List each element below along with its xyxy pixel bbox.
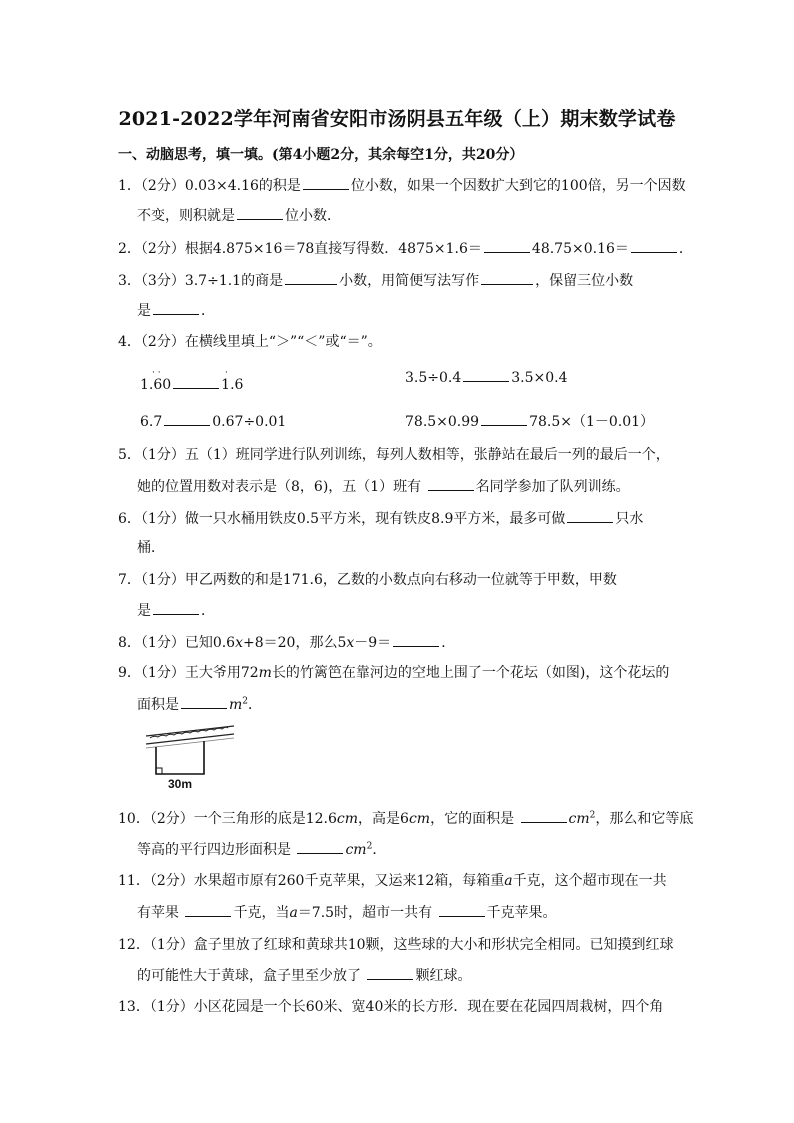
question-5-number: 5． xyxy=(118,447,141,463)
answer-blank[interactable] xyxy=(185,903,231,917)
question-4-number: 4． xyxy=(118,334,141,350)
question-5-line-1: 5．（1分）五（1）班同学进行队列训练，每列人数相等，张静站在最后一列的最后一个， xyxy=(118,447,670,463)
answer-blank[interactable] xyxy=(237,206,283,220)
question-10-line-1: 10．（2分）一个三角形的底是12.6cm，高是6cm，它的面积是 $cm^2$，那么和它等底 xyxy=(118,810,694,827)
question-2: 2．（2分）根据4.875×16＝78直接写得数．4875×1.6＝ 48.75×0.16＝ ． xyxy=(118,241,693,257)
answer-blank[interactable] xyxy=(303,176,349,190)
question-8: 8．（1分）已知0.6x+8＝20，那么5x－9＝ ． xyxy=(118,635,456,651)
answer-blank[interactable] xyxy=(164,412,210,426)
question-3-number: 3． xyxy=(118,273,141,289)
flower-bed-figure xyxy=(142,722,238,790)
question-11-line-1: 11．（2分）水果超市原有260千克苹果，又运来12箱，每箱重a千克，这个超市现在一共 xyxy=(118,873,667,889)
question-7-line-1: 7．（1分）甲乙两数的和是171.6，乙数的小数点向右移动一位就等于甲数，甲数 xyxy=(118,572,617,588)
question-1-line-1: 1．（2分）0.03×4.16的积是 位小数，如果一个因数扩大到它的100倍，另一个因数 xyxy=(118,178,686,194)
answer-blank[interactable] xyxy=(153,601,199,615)
question-6-line-2: 桶． xyxy=(137,540,165,556)
compare-item-3: 6.7 0.67÷0.01 xyxy=(140,414,287,430)
answer-blank[interactable] xyxy=(567,509,613,523)
section-heading: 一、动脑思考，填一填。(第4小题2分，其余每空1分，共20分） xyxy=(118,147,524,163)
compare-item-2: 3.5÷0.4 3.5×0.4 xyxy=(405,370,568,386)
repeating-decimal-dots: · · xyxy=(152,368,161,378)
answer-blank[interactable] xyxy=(367,966,413,980)
question-8-number: 8． xyxy=(118,635,141,651)
answer-blank[interactable] xyxy=(393,633,439,647)
answer-blank[interactable] xyxy=(439,903,485,917)
question-9-line-1: 9．（1分）王大爷用72m长的竹篱笆在靠河边的空地上围了一个花坛（如图)，这个花坛的 xyxy=(118,665,670,681)
question-4: 4．（2分）在横线里填上“＞”“＜”或“＝”。 xyxy=(118,334,382,350)
question-13-line-1: 13．（1分）小区花园是一个长60米、宽40米的长方形．现在要在花园四周栽树，四个角 xyxy=(118,999,664,1015)
question-9-line-2: 面积是 $m^2$． xyxy=(137,696,263,713)
compare-item-4: 78.5×0.99 78.5×（1－0.01） xyxy=(405,414,655,430)
answer-blank[interactable] xyxy=(481,271,533,285)
question-12-number: 12． xyxy=(118,937,150,953)
answer-blank[interactable] xyxy=(631,239,677,253)
question-12-line-1: 12．（1分）盒子里放了红球和黄球共10颗，这些球的大小和形状完全相同。已知摸到红球 xyxy=(118,937,674,953)
figure-label-30m: 30m xyxy=(168,777,193,790)
answer-blank[interactable] xyxy=(484,239,530,253)
question-6-line-1: 6．（1分）做一只水桶用铁皮0.5平方米，现有铁皮8.9平方米，最多可做 只水 xyxy=(118,511,644,527)
question-11-number: 11． xyxy=(118,873,150,889)
question-3-line-1: 3．（3分）3.7÷1.1的商是 小数，用简便写法写作 ，保留三位小数 xyxy=(118,273,634,289)
page-title: 2021-2022学年河南省安阳市汤阴县五年级（上）期末数学试卷 xyxy=(118,108,676,130)
compare-item-1: 1.60 1.6 xyxy=(140,377,244,393)
answer-blank[interactable] xyxy=(181,695,227,709)
question-11-line-2: 有苹果 千克，当a＝7.5时，超市一共有 千克苹果。 xyxy=(137,905,557,921)
question-2-number: 2． xyxy=(118,241,141,257)
question-12-line-2: 的可能性大于黄球，盒子里至少放了 颗红球。 xyxy=(137,968,472,984)
answer-blank[interactable] xyxy=(463,368,509,382)
question-5-line-2: 她的位置用数对表示是（8，6)，五（1）班有 名同学参加了队列训练。 xyxy=(137,479,630,495)
answer-blank[interactable] xyxy=(153,301,199,315)
answer-blank[interactable] xyxy=(428,477,474,491)
question-1-number: 1． xyxy=(118,178,141,194)
question-1-line-2: 不变，则积就是 位小数． xyxy=(137,208,341,224)
answer-blank[interactable] xyxy=(297,840,343,854)
question-6-number: 6． xyxy=(118,511,141,527)
answer-blank[interactable] xyxy=(173,375,219,389)
question-10-line-2: 等高的平行四边形面积是 $cm^2$． xyxy=(137,841,387,858)
repeating-decimal-dot: · xyxy=(225,368,228,378)
question-7-line-2: 是 ． xyxy=(137,603,215,619)
question-10-number: 10． xyxy=(118,811,150,827)
answer-blank[interactable] xyxy=(481,412,527,426)
question-13-number: 13． xyxy=(118,999,150,1015)
question-7-number: 7． xyxy=(118,572,141,588)
answer-blank[interactable] xyxy=(285,271,337,285)
question-9-number: 9． xyxy=(118,665,141,681)
answer-blank[interactable] xyxy=(521,809,567,823)
question-3-line-2: 是 ． xyxy=(137,303,215,319)
